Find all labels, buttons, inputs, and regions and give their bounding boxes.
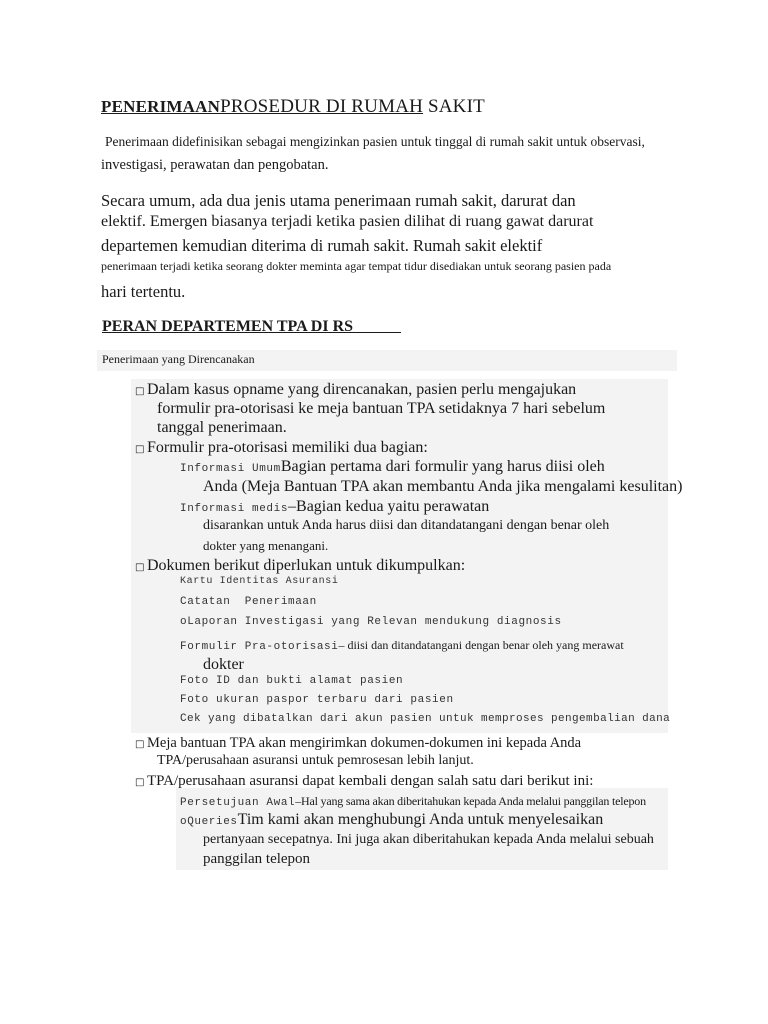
bullet-2-sub-1 bbox=[180, 458, 605, 476]
bullet-box-icon: □ bbox=[135, 562, 145, 573]
section-heading-text: PERAN DEPARTEMEN TPA DI RS bbox=[102, 318, 354, 335]
bullet-1-line-3: tanggal penerimaan. bbox=[157, 419, 287, 436]
bullet-1-line-1: Dalam kasus opname yang direncanakan, pasien perlu mengajukan bbox=[147, 381, 577, 398]
section-heading-blank bbox=[353, 318, 401, 335]
doc-item-3: oLaporan Investigasi yang Relevan mendukung diagnosis bbox=[180, 616, 562, 628]
bullet-box-icon: □ bbox=[135, 739, 145, 750]
bullet-2-sub-2 bbox=[180, 498, 489, 516]
bullet-2-sub-2-line-3: dokter yang menangani. bbox=[203, 538, 329, 553]
section-heading bbox=[102, 318, 401, 336]
bullet-box-icon: □ bbox=[135, 777, 145, 788]
page-title bbox=[101, 96, 485, 118]
bullet-5-sub-1 bbox=[180, 792, 646, 810]
bullet-5-sub-2-line-3: panggilan telepon bbox=[203, 851, 311, 867]
title-part-2: PROSEDUR DI RUMAH bbox=[220, 96, 424, 117]
bullet-box-icon: □ bbox=[135, 386, 145, 397]
bullet-3-line-1: Dokumen berikut diperlukan untuk dikumpulkan: bbox=[147, 557, 466, 574]
bullet-2-line-1: Formulir pra-otorisasi memiliki dua bagian: bbox=[147, 439, 428, 456]
bullet-4-line-2: TPA/perusahaan asuransi untuk pemrosesan lebih lanjut. bbox=[157, 753, 474, 768]
bullet-5-sub-2 bbox=[180, 811, 603, 829]
bullet-4-line-1: Meja bantuan TPA akan mengirimkan dokumen-dokumen ini kepada Anda bbox=[147, 735, 582, 751]
para-line-5: hari tertentu. bbox=[101, 282, 186, 301]
para-line-1: Secara umum, ada dua jenis utama penerimaan rumah sakit, darurat dan bbox=[101, 191, 576, 210]
doc-item-4-label: Formulir Pra-otorisasi bbox=[180, 641, 339, 653]
bullet-5-sub-2-label: oQueries bbox=[180, 816, 238, 828]
bullet-2-sub-2-label: Informasi medis bbox=[180, 503, 289, 515]
doc-item-6: Foto ukuran paspor terbaru dari pasien bbox=[180, 694, 454, 706]
bullet-5-sub-2-text: Tim kami akan menghubungi Anda untuk menyelesaikan bbox=[237, 811, 604, 828]
bullet-2-sub-1-label: Informasi Umum bbox=[180, 463, 281, 475]
bullet-5-sub-2-line-2: pertanyaan secepatnya. Ini juga akan diberitahukan kepada Anda melalui sebuah bbox=[203, 832, 654, 847]
bullet-3 bbox=[135, 557, 465, 575]
intro-line-1: Penerimaan didefinisikan sebagai mengizinkan pasien untuk tinggal di rumah sakit untuk observasi, bbox=[105, 134, 645, 149]
bullet-5-line-1: TPA/perusahaan asuransi dapat kembali dengan salah satu dari berikut ini: bbox=[147, 773, 594, 789]
doc-item-7: Cek yang dibatalkan dari akun pasien untuk memproses pengembalian dana bbox=[180, 713, 671, 725]
para-line-4: penerimaan terjadi ketika seorang dokter meminta agar tempat tidur disediakan untuk seorang pasien pada bbox=[101, 259, 612, 273]
doc-item-4-line-2: dokter bbox=[203, 656, 244, 673]
doc-item-5: Foto ID dan bukti alamat pasien bbox=[180, 675, 404, 687]
bullet-2-sub-1-text: Bagian pertama dari formulir yang harus diisi oleh bbox=[280, 458, 605, 475]
bullet-1 bbox=[135, 381, 576, 399]
doc-item-4-text: – diisi dan ditandatangani dengan benar oleh yang merawat bbox=[338, 638, 624, 652]
bullet-2-sub-2-text: –Bagian kedua yaitu perawatan bbox=[288, 498, 490, 515]
bullet-1-line-2: formulir pra-otorisasi ke meja bantuan TPA setidaknya 7 hari sebelum bbox=[157, 400, 606, 417]
subheading: Penerimaan yang Direncanakan bbox=[102, 352, 255, 366]
bullet-5-sub-1-text: –Hal yang sama akan diberitahukan kepada Anda melalui panggilan telepon bbox=[295, 794, 646, 808]
bullet-2-sub-1-line-2: Anda (Meja Bantuan TPA akan membantu Anda jika mengalami kesulitan) bbox=[203, 478, 683, 495]
para-line-3: departemen kemudian diterima di rumah sakit. Rumah sakit elektif bbox=[101, 236, 543, 255]
doc-item-2: Catatan Penerimaan bbox=[180, 596, 317, 608]
bullet-4 bbox=[135, 735, 581, 752]
bullet-2-sub-2-line-2: disarankan untuk Anda harus diisi dan ditandatangani dengan benar oleh bbox=[203, 518, 610, 533]
para-line-2: elektif. Emergen biasanya terjadi ketika pasien dilihat di ruang gawat darurat bbox=[101, 213, 594, 230]
intro-line-2: investigasi, perawatan dan pengobatan. bbox=[101, 157, 329, 173]
bullet-box-icon: □ bbox=[135, 444, 145, 455]
title-part-3: SAKIT bbox=[423, 96, 485, 117]
bullet-5-sub-1-label: Persetujuan Awal bbox=[180, 797, 296, 809]
doc-item-4 bbox=[180, 636, 624, 654]
bullet-2 bbox=[135, 439, 428, 457]
doc-item-1: Kartu Identitas Asuransi bbox=[180, 576, 339, 587]
bullet-5 bbox=[135, 773, 593, 790]
title-part-1: PENERIMAAN bbox=[101, 97, 221, 116]
